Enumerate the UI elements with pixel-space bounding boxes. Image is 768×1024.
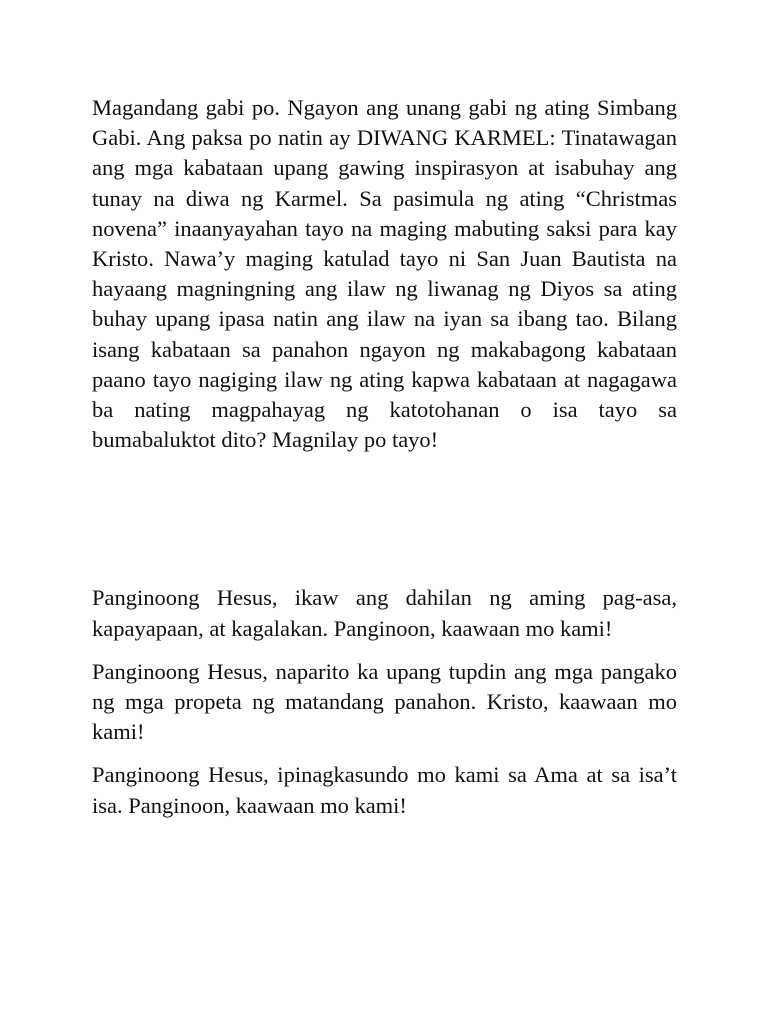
intro-paragraph: Magandang gabi po. Ngayon ang unang gabi ng ating Simbang Gabi. Ang paksa po natin ay DIWANG KARMEL: Tinatawagan ang mga kabataan upang gawing inspirasyon at isabuhay ang tunay na diwa ng Karmel. Sa pasimula ng ating “Christmas novena” inaanyayahan tayo na maging mabuting saksi para kay Kristo. Nawa’y maging katulad tayo ni San Juan Bautista na hayaang magningning ang ilaw ng liwanag ng Diyos sa ating buhay upang ipasa natin ang ilaw na iyan sa ibang tao. Bilang isang kabataan sa panahon ngayon ng makabagong kabataan paano tayo nagiging ilaw ng ating kapwa kabataan at nagagawa ba nating magpahayag ng katotohanan o isa tayo sa bumabaluktot dito? Magnilay po tayo! [92, 95, 677, 453]
prayer-paragraph-1: Panginoong Hesus, ikaw ang dahilan ng aming pag-asa, kapayapaan, at kagalakan. Panginoon, kaawaan mo kami! [92, 585, 677, 641]
prayer-paragraph-3: Panginoong Hesus, ipinagkasundo mo kami sa Ama at sa isa’t isa. Panginoon, kaawaan mo kami! [92, 762, 677, 818]
document-page [92, 93, 677, 834]
prayer-paragraph-2: Panginoong Hesus, naparito ka upang tupdin ang mga pangako ng mga propeta ng matandang panahon. Kristo, kaawaan mo kami! [92, 658, 677, 745]
